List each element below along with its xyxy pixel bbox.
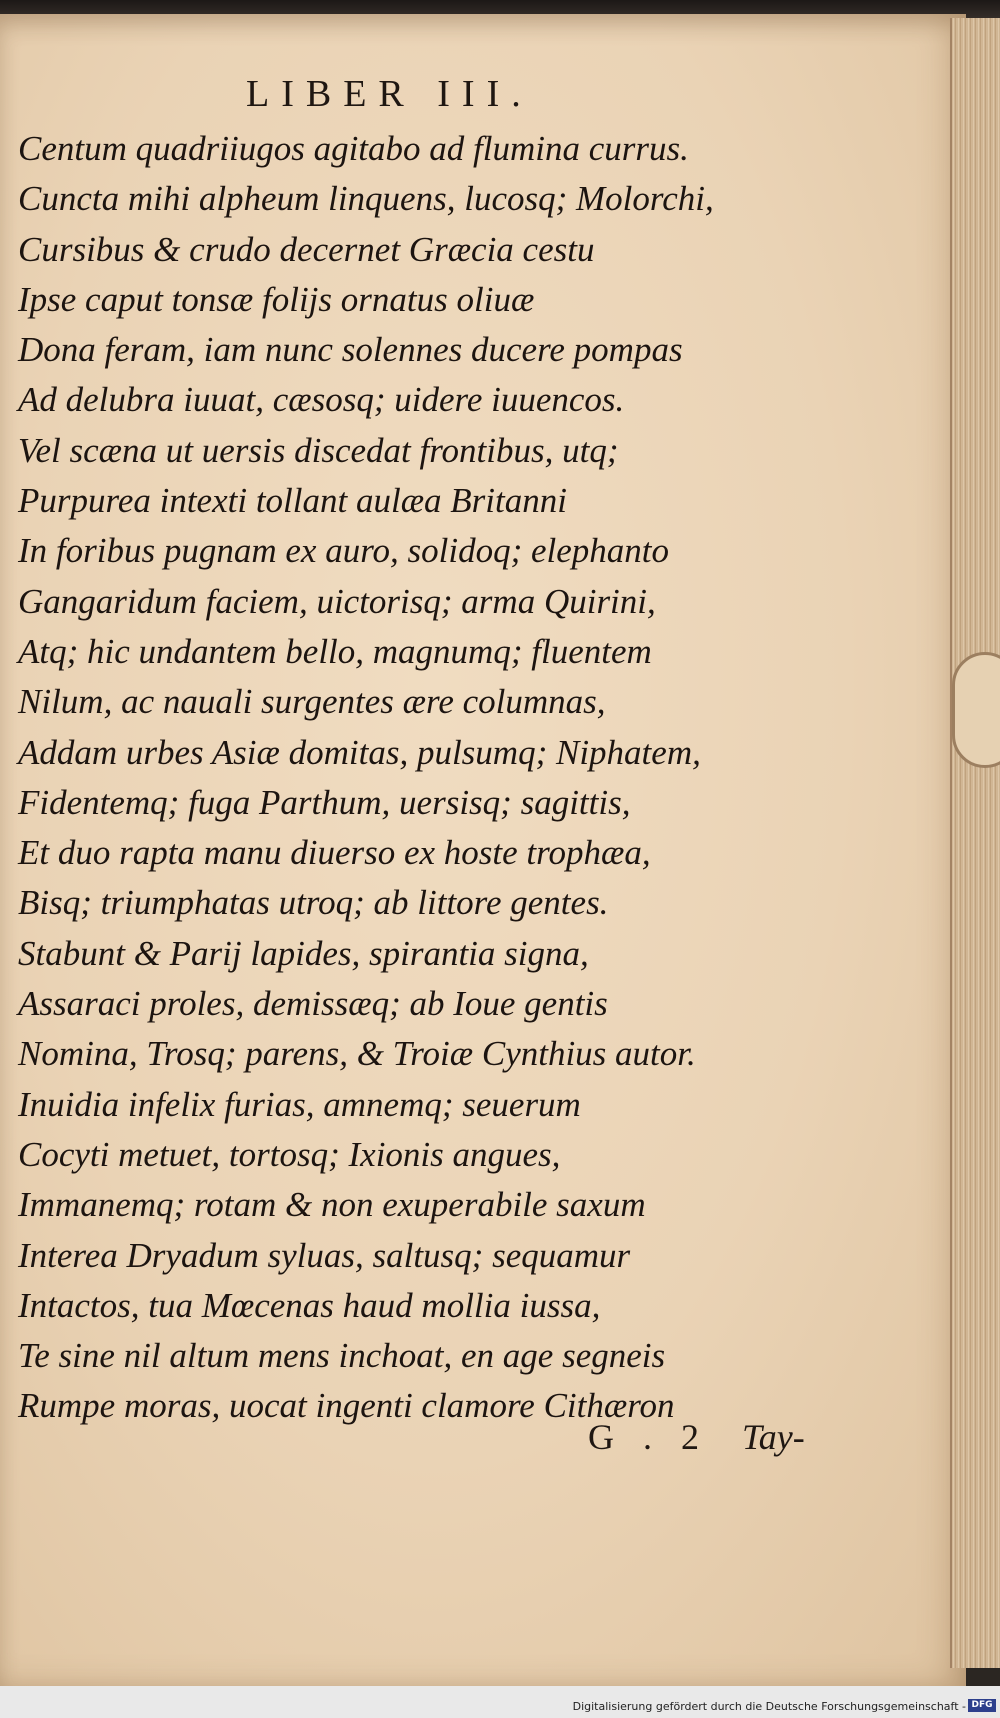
verse-line: Vel scæna ut uersis discedat frontibus, utq;: [18, 430, 619, 470]
verse-line: Purpurea intexti tollant aulæa Britanni: [18, 481, 567, 521]
verse-line: Cuncta mihi alpheum linquens, lucosq; Molorchi,: [18, 179, 714, 219]
verse-line: Assaraci proles, demissæq; ab Ioue gentis: [18, 984, 608, 1024]
verse-line: Cocyti metuet, tortosq; Ixionis angues,: [18, 1134, 561, 1174]
verse-line: Addam urbes Asiæ domitas, pulsumq; Niphatem,: [18, 732, 701, 772]
verse-line: Intactos, tua Mœcenas haud mollia iussa,: [18, 1285, 601, 1325]
verse-line: In foribus pugnam ex auro, solidoq; elephanto: [18, 531, 670, 571]
verse-line: Nilum, ac nauali surgentes ære columnas,: [18, 682, 606, 722]
verse-line: Ipse caput tonsæ folijs ornatus oliuæ: [18, 279, 535, 319]
dfg-logo: DFG: [968, 1699, 996, 1712]
thumb-tab-notch: [952, 652, 1000, 768]
verse-line: Cursibus & crudo decernet Græcia cestu: [18, 229, 595, 269]
verse-line: Immanemq; rotam & non exuperabile saxum: [18, 1185, 646, 1225]
verse-line: Rumpe moras, uocat ingenti clamore Cithæron: [18, 1386, 675, 1426]
verse-line: Gangaridum faciem, uictorisq; arma Quirini,: [18, 581, 656, 621]
verse-line: Nomina, Trosq; parens, & Troiæ Cynthius autor.: [18, 1034, 696, 1074]
verse-line: Atq; hic undantem bello, magnumq; fluentem: [18, 631, 652, 671]
verse-line: Centum quadriiugos agitabo ad flumina currus.: [18, 129, 689, 168]
verse-line: Fidentemq; fuga Parthum, uersisq; sagittis,: [18, 782, 631, 822]
verse-line: Ad delubra iuuat, cæsosq; uidere iuuencos.: [18, 380, 625, 420]
verse-line: Te sine nil altum mens inchoat, en age segneis: [18, 1336, 666, 1376]
digitization-credit: Digitalisierung gefördert durch die Deutsche Forschungsgemeinschaft -: [572, 1700, 966, 1713]
verse-line: Bisq; triumphatas utroq; ab littore gentes.: [18, 883, 609, 923]
page-fore-edge: [950, 18, 1000, 1668]
verse-line: Et duo rapta manu diuerso ex hoste trophæa,: [18, 833, 651, 873]
verse-list: [18, 124, 778, 1432]
verse-line: Interea Dryadum syluas, saltusq; sequamur: [18, 1235, 631, 1275]
verse-line: Inuidia infelix furias, amnemq; seuerum: [18, 1084, 581, 1124]
verse-line: Dona feram, iam nunc solennes ducere pompas: [18, 330, 683, 370]
signature-mark: G . 2: [588, 1417, 709, 1457]
catchword: Tay-: [742, 1417, 805, 1457]
verse-line: Stabunt & Parij lapides, spirantia signa,: [18, 933, 589, 973]
running-head: LIBER III.: [246, 73, 533, 115]
